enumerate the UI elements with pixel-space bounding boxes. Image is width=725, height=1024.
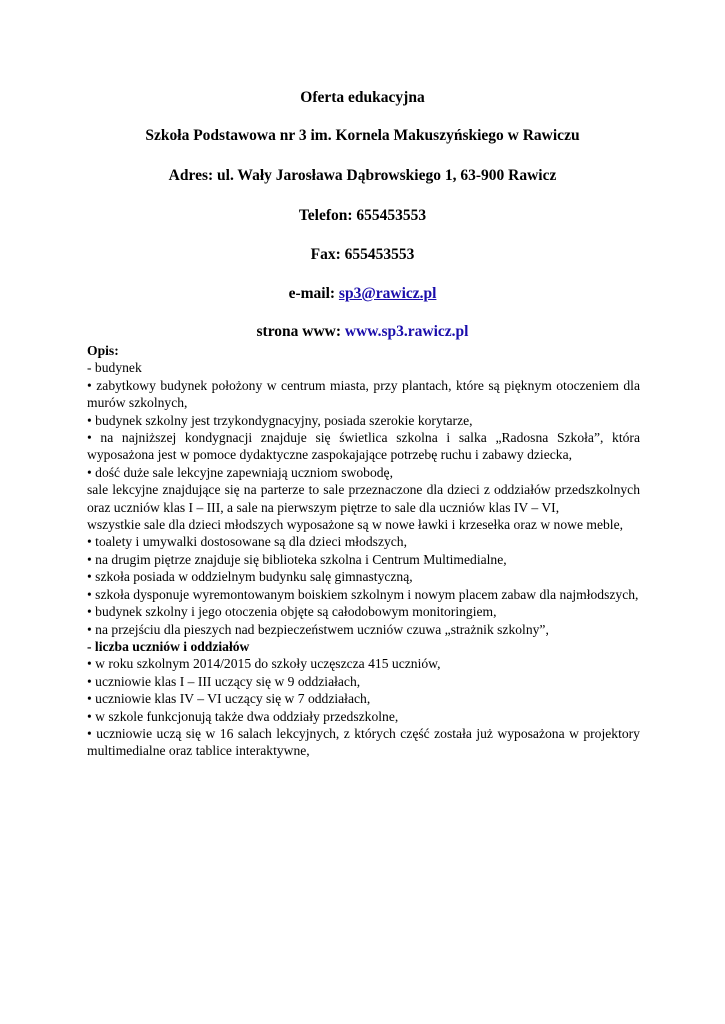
list-item: • szkoła posiada w oddzielnym budynku salę gimnastyczną, [87,568,640,585]
list-item: • uczniowie klas IV – VI uczący się w 7 oddziałach, [87,690,640,707]
list-item: • na drugim piętrze znajduje się biblioteka szkolna i Centrum Multimedialne, [87,551,640,568]
school-address: Adres: ul. Wały Jarosława Dąbrowskiego 1, 63-900 Rawicz [168,167,557,184]
list-item: • w szkole funkcjonują także dwa oddziały przedszkolne, [87,708,640,725]
email-label: e-mail: [288,285,339,302]
school-name: Szkoła Podstawowa nr 3 im. Kornela Makuszyńskiego w Rawiczu [145,127,580,144]
list-item: • w roku szkolnym 2014/2015 do szkoły uczęszcza 415 uczniów, [87,655,640,672]
description-heading: Opis: [87,343,119,358]
list-item: • toalety i umywalki dostosowane są dla dzieci młodszych, [87,533,640,550]
list-item: • na przejściu dla pieszych nad bezpieczeństwem uczniów czuwa „strażnik szkolny”, [87,621,640,638]
list-item: • budynek szkolny jest trzykondygnacyjny, posiada szerokie korytarze, [87,412,640,429]
section-students: - liczba uczniów i oddziałów [87,638,250,654]
list-item: • szkoła dysponuje wyremontowanym boiskiem szkolnym i nowym placem zabaw dla najmłodszych, [87,586,640,603]
school-website [0,322,725,342]
paragraph: wszystkie sale dla dzieci młodszych wyposażone są w nowe ławki i krzesełka oraz w nowe meble, [87,517,624,533]
list-item: • zabytkowy budynek położony w centrum miasta, przy plantach, które są pięknym otoczeniem dla murów szkolnych, [87,377,640,412]
paragraph: sale lekcyjne znajdujące się na parterze to sale przeznaczone dla dzieci z oddziałów przedszkolnych oraz uczniów klas I – III, a sale na pierwszym piętrze to sale dla uczniów klas IV – VI, [87,482,640,515]
list-item: • budynek szkolny i jego otoczenia objęte są całodobowym monitoringiem, [87,603,640,620]
email-link[interactable]: sp3@rawicz.pl [338,285,437,302]
school-phone: Telefon: 655453553 [298,207,427,224]
description-body [87,342,640,760]
list-item: • uczniowie uczą się w 16 salach lekcyjnych, z których część została już wyposażona w projektory multimedialne oraz tablice interaktywne, [87,725,640,760]
school-email [0,284,725,304]
list-item: • na najniższej kondygnacji znajduje się świetlica szkolna i salka „Radosna Szkoła”, która wyposażona jest w pomoce dydaktyczne zaspokajające potrzebę ruchu i zabawy dziecka, [87,429,640,464]
website-label: strona www: [256,323,345,340]
list-item: • uczniowie klas I – III uczący się w 9 oddziałach, [87,673,640,690]
school-fax: Fax: 655453553 [310,246,415,263]
section-building: - budynek [87,360,142,376]
list-item: • dość duże sale lekcyjne zapewniają uczniom swobodę, [87,464,640,481]
document-title: Oferta edukacyjna [300,89,425,106]
website-link[interactable]: www.sp3.rawicz.pl [344,323,469,340]
